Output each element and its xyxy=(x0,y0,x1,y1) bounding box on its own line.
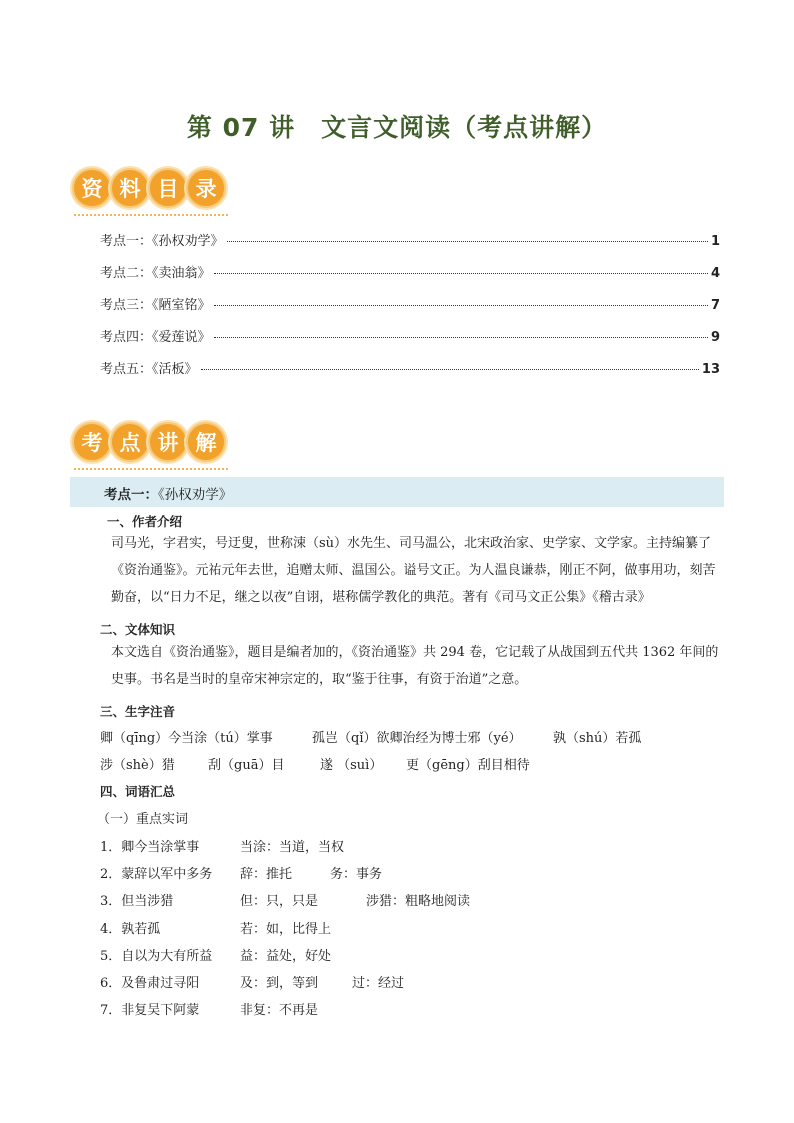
badge-underline xyxy=(74,468,228,472)
pinyin-item: 卿（qīng）今当涂（tú）掌事 xyxy=(100,731,273,746)
badge-char: 录 xyxy=(186,168,226,208)
toc-entry[interactable] xyxy=(100,326,720,345)
pinyin-item: 孤岂（qǐ）欲卿治经为博士邪（yé） xyxy=(312,731,522,746)
toc-badge xyxy=(72,168,224,208)
toc-page: 13 xyxy=(701,362,720,377)
paragraph-genre-text: 本文选自《资治通鉴》，题目是编者加的，《资治通鉴》共 294 卷，它记载了从战国到五代共 1362 年间的史事。书名是当时的皇帝宋神宗定的，取“鉴于往事，有资于治道”之意。 xyxy=(111,645,719,687)
toc-page: 7 xyxy=(710,298,720,313)
toc-label: 考点五：《活板》 xyxy=(100,362,198,377)
page-title: 第 07 讲 文言文阅读（考点讲解） xyxy=(186,113,608,142)
badge-underline xyxy=(74,214,228,218)
vocab-gloss: 但：只，只是 xyxy=(240,894,319,909)
toc-leader xyxy=(214,305,708,306)
pinyin-item: 遂 （suì） xyxy=(320,758,383,773)
badge-char: 料 xyxy=(110,168,150,208)
badge-char: 解 xyxy=(186,422,226,462)
toc-page: 1 xyxy=(710,234,720,249)
toc-leader xyxy=(227,241,708,242)
section-name: 《孙权劝学》 xyxy=(158,487,233,503)
toc-entry[interactable] xyxy=(100,230,720,249)
paragraph-author xyxy=(85,530,725,611)
vocab-sentence: 2．蒙辞以军中多务 xyxy=(100,867,213,882)
vocab-sentence: 4．孰若孤 xyxy=(100,922,161,937)
vocab-sentence: 1．卿今当涂掌事 xyxy=(100,840,200,855)
pinyin-item: 刮（guā）目 xyxy=(208,758,285,773)
toc-entry[interactable] xyxy=(100,294,720,313)
heading-author: 一、作者介绍 xyxy=(107,514,183,529)
vocab-gloss-2: 务：事务 xyxy=(330,867,383,882)
toc-label: 考点一：《孙权劝学》 xyxy=(100,234,224,249)
badge-char: 资 xyxy=(72,168,112,208)
vocab-gloss: 非复：不再是 xyxy=(240,1003,319,1018)
badge-char: 目 xyxy=(148,168,188,208)
toc-label: 考点四：《爱莲说》 xyxy=(100,330,211,345)
section-prefix: 考点一： xyxy=(104,487,158,503)
vocab-sentence: 6．及鲁肃过寻阳 xyxy=(100,976,200,991)
badge-char: 点 xyxy=(110,422,150,462)
toc-label: 考点二：《卖油翁》 xyxy=(100,266,211,281)
pinyin-item: 孰（shú）若孤 xyxy=(553,731,642,746)
pinyin-item: 涉（shè）猎 xyxy=(100,758,175,773)
paragraph-author-text: 司马光，字君实，号迂叟，世称涑（sù）水先生、司马温公，北宋政治家、史学家、文学家。主持编纂了《资治通鉴》。元祐元年去世，追赠太师、温国公。谥号文正。为人温良谦恭，刚正不阿，做事用功，刻苦勤奋，以“日力不足，继之以夜”自诩，堪称儒学教化的典范。著有《司马文正公集》《稽古录》 xyxy=(111,536,716,605)
toc-entry[interactable] xyxy=(100,358,720,377)
vocab-sentence: 7．非复吴下阿蒙 xyxy=(100,1003,200,1018)
section-badge xyxy=(72,422,224,462)
subheading-key-words: （一）重点实词 xyxy=(97,812,189,827)
vocab-gloss: 当涂：当道，当权 xyxy=(240,840,345,855)
toc-leader xyxy=(201,369,699,370)
toc-leader xyxy=(214,337,708,338)
heading-pinyin: 三、生字注音 xyxy=(100,704,176,719)
vocab-gloss: 辞：推托 xyxy=(240,867,293,882)
toc-page: 9 xyxy=(710,330,720,345)
section-heading xyxy=(104,483,232,503)
vocab-gloss: 若：如，比得上 xyxy=(240,922,332,937)
vocab-gloss-2: 过：经过 xyxy=(352,976,405,991)
paragraph-genre xyxy=(85,639,725,693)
heading-genre: 二、文体知识 xyxy=(100,622,176,637)
vocab-sentence: 5．自以为大有所益 xyxy=(100,949,213,964)
section-header-band xyxy=(70,477,724,507)
heading-vocab: 四、词语汇总 xyxy=(100,784,176,799)
badge-char: 考 xyxy=(72,422,112,462)
vocab-gloss: 及：到，等到 xyxy=(240,976,319,991)
toc-entry[interactable] xyxy=(100,262,720,281)
pinyin-item: 更（gēng）刮目相待 xyxy=(406,758,530,773)
toc-page: 4 xyxy=(710,266,720,281)
vocab-gloss: 益：益处，好处 xyxy=(240,949,332,964)
toc-leader xyxy=(214,273,708,274)
vocab-sentence: 3．但当涉猎 xyxy=(100,894,174,909)
vocab-gloss-2: 涉猎：粗略地阅读 xyxy=(366,894,471,909)
badge-char: 讲 xyxy=(148,422,188,462)
toc-label: 考点三：《陋室铭》 xyxy=(100,298,211,313)
